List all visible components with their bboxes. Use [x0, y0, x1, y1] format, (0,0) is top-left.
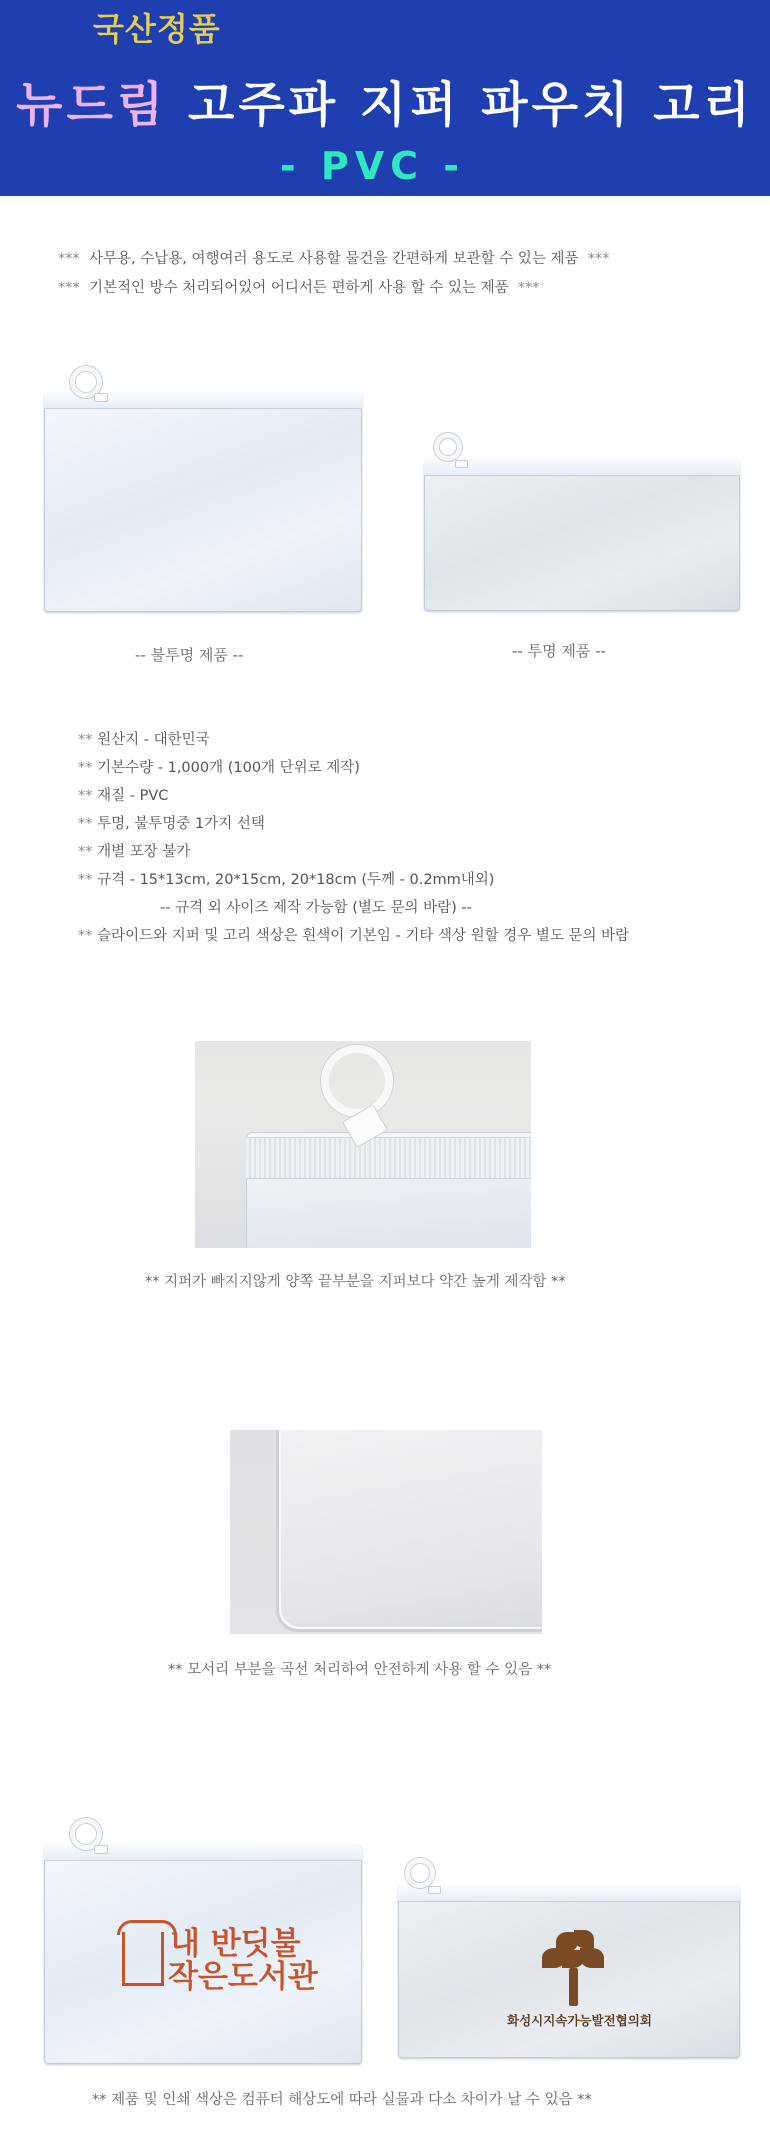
- material-label: - PVC -: [279, 144, 466, 188]
- stars: ***: [58, 251, 80, 267]
- pouch-corner: [276, 1430, 542, 1632]
- spec-line: ** 규격 - 15*13cm, 20*15cm, 20*18cm (두께 - 0.2mm내외): [78, 872, 495, 888]
- zipper-track: [246, 1137, 531, 1179]
- intro-line: [58, 276, 540, 297]
- color-disclaimer: ** 제품 및 인쇄 색상은 컴퓨터 해상도에 따라 실물과 다소 차이가 날 수 있음 **: [92, 2092, 592, 2108]
- spec-line: -- 규격 외 사이즈 제작 가능함 (별도 문의 바람) --: [160, 900, 472, 916]
- stars: ***: [587, 251, 610, 267]
- stars: ***: [58, 280, 80, 296]
- printed-logo-text: 내 반딧불 작은도서관: [168, 1926, 318, 1995]
- intro-text: 기본적인 방수 처리되어있어 어디서든 편하게 사용 할 수 있는 제품: [88, 280, 509, 296]
- zipper-ring-icon: [321, 1045, 393, 1117]
- spec-line: ** 개별 포장 불가: [78, 844, 191, 860]
- tree-logo-icon: [538, 1928, 608, 2008]
- zipper-slider: [94, 393, 108, 402]
- zipper-caption: ** 지퍼가 빠지지않게 양쪽 끝부분을 지퍼보다 약간 높게 제작함 **: [145, 1274, 566, 1290]
- zipper-detail-image: [195, 1041, 531, 1248]
- intro-text: 사무용, 수납용, 여행여러 용도로 사용할 물건을 간편하게 보관할 수 있는 제품: [88, 251, 579, 267]
- title-text: 고주파 지퍼 파우치 고리: [167, 77, 754, 133]
- spec-line: ** 재질 - PVC: [78, 788, 169, 804]
- zipper-ring-icon: [434, 433, 462, 461]
- domestic-badge: 국산정품: [93, 10, 221, 48]
- zipper-strip: [424, 460, 740, 476]
- spec-line: ** 슬라이드와 지퍼 및 고리 색상은 흰색이 기본임 - 기타 색상 원할 경우 별도 문의 바람: [78, 928, 630, 944]
- clear-pouch-image: [424, 460, 740, 611]
- spec-line: ** 원산지 - 대한민국: [78, 732, 210, 748]
- header-banner: [0, 0, 770, 196]
- printed-org-text: 화성시지속가능발전협의회: [507, 2013, 652, 2028]
- corner-caption: ** 모서리 부분을 곡선 처리하여 안전하게 사용 할 수 있음 **: [168, 1662, 552, 1678]
- corner-detail-image: [230, 1430, 542, 1634]
- library-logo-icon: [122, 1932, 164, 1986]
- zipper-slider: [94, 1845, 108, 1854]
- spec-line: ** 투명, 불투명중 1가지 선택: [78, 816, 265, 832]
- opaque-product-label: -- 불투명 제품 --: [135, 646, 244, 664]
- zipper-slider: [428, 1886, 441, 1894]
- spec-line: ** 기본수량 - 1,000개 (100개 단위로 제작): [78, 760, 360, 776]
- product-title: [0, 66, 770, 135]
- clear-product-label: -- 투명 제품 --: [512, 642, 606, 660]
- zipper-ring-icon: [405, 1858, 435, 1888]
- opaque-pouch-image: [44, 393, 362, 612]
- intro-line: [58, 247, 609, 268]
- brand-name: 뉴드림: [16, 77, 168, 133]
- zipper-slider: [455, 460, 468, 468]
- zipper-strip: [398, 1886, 740, 1902]
- stars: ***: [517, 280, 540, 296]
